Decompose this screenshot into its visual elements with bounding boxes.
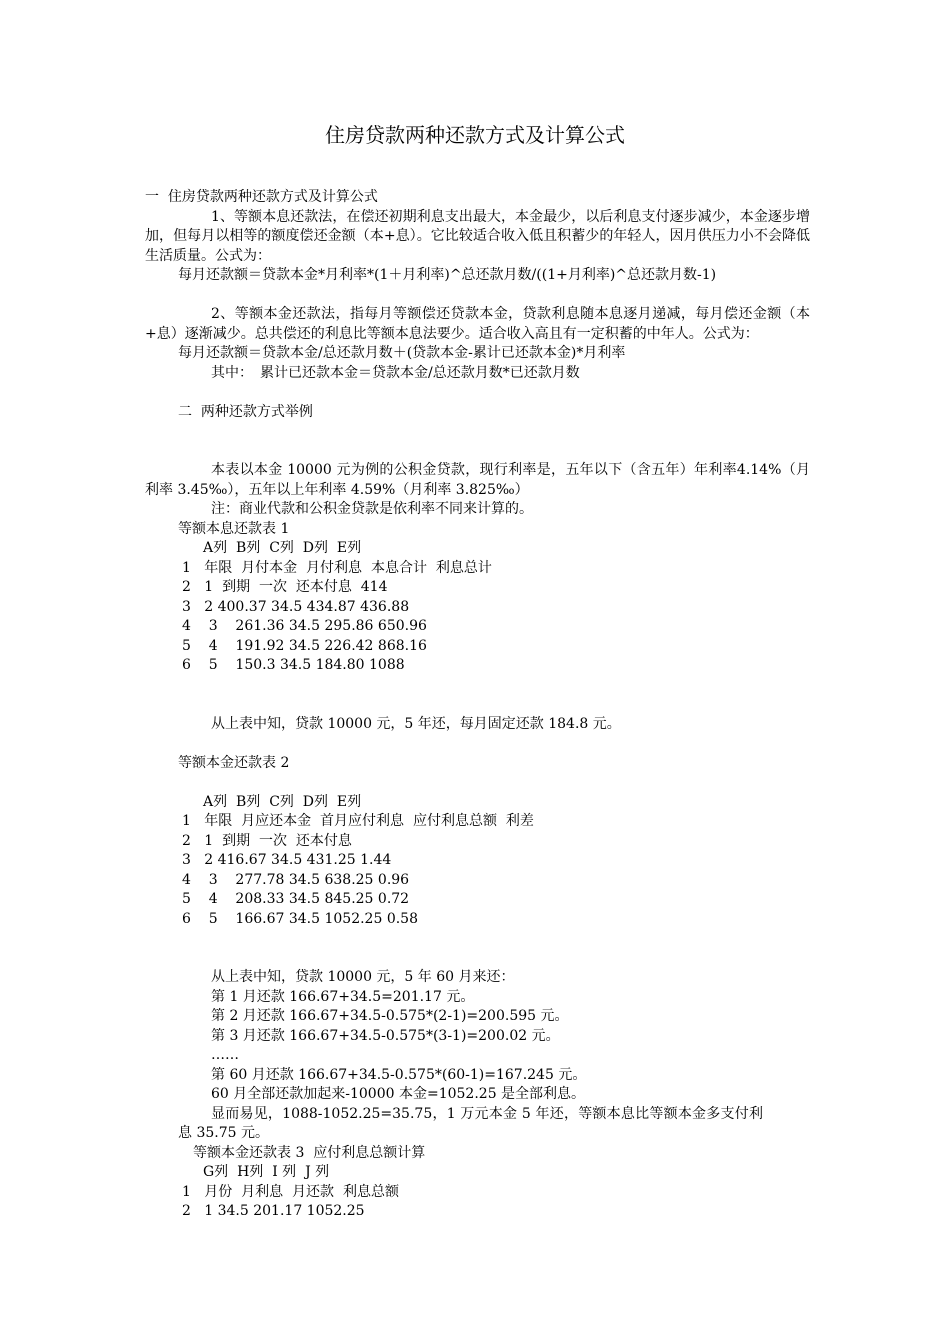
calc-line: 60 月全部还款加起来-10000 本金=1052.25 是全部利息。 xyxy=(211,1086,586,1102)
paragraph: 从上表中知，贷款 10000 元，5 年还，每月固定还款 184.8 元。 xyxy=(211,715,621,732)
table-row: 3 2 416.67 34.5 431.25 1.44 xyxy=(182,852,392,868)
paragraph: 1、等额本息还款法，在偿还初期利息支出最大，本金最少，以后利息支付逐步减少，本金逐步增加，但每月以相等的额度偿还金额（本+息）。它比较适合收入低且积蓄少的年轻人，因月供压力小不会降低生活质量。公式为： xyxy=(145,208,810,264)
table-row: 6 5 166.67 34.5 1052.25 0.58 xyxy=(182,910,418,927)
table-row: A列 B列 C列 D列 E列 xyxy=(203,793,362,810)
formula: 每月还款额＝贷款本金*月利率*(1＋月利率)^总还款月数/((1+月利率)^总还款月数-1) xyxy=(178,267,717,283)
paragraph: 显而易见，1088-1052.25=35.75，1 万元本金 5 年还，等额本息比等额本金多支付利息 35.75 元。 xyxy=(178,1105,763,1141)
table-row: 5 4 208.33 34.5 845.25 0.72 xyxy=(182,891,410,907)
calc-line: 第 1 月还款 166.67+34.5=201.17 元。 xyxy=(211,988,475,1005)
table-caption: 等额本金还款表 3 应付利息总额计算 xyxy=(193,1144,426,1161)
table-row: 2 1 到期 一次 还本付息 414 xyxy=(182,579,388,595)
table-row: 2 1 到期 一次 还本付息 xyxy=(182,832,352,849)
table-row: 6 5 150.3 34.5 184.80 1088 xyxy=(182,657,405,673)
table-row: 1 月份 月利息 月还款 利息总额 xyxy=(182,1183,399,1200)
table-row: 4 3 277.78 34.5 638.25 0.96 xyxy=(182,871,410,888)
table-row: 2 1 34.5 201.17 1052.25 xyxy=(182,1203,365,1219)
table-row: 1 年限 月应还本金 首月应付利息 应付利息总额 利差 xyxy=(182,813,534,829)
table-row: G列 H列 I 列 J 列 xyxy=(203,1164,330,1180)
table-caption: 等额本金还款表 2 xyxy=(178,754,290,771)
table-caption: 等额本息还款表 1 xyxy=(178,520,290,537)
calc-line: 第 60 月还款 166.67+34.5-0.575*(60-1)=167.245 元。 xyxy=(211,1066,587,1083)
section-heading: 二 两种还款方式举例 xyxy=(178,403,313,420)
formula-note: 其中： 累计已还款本金＝贷款本金/总还款月数*已还款月数 xyxy=(211,364,580,381)
section-heading: 一 住房贷款两种还款方式及计算公式 xyxy=(145,189,378,205)
paragraph: 2、等额本金还款法，指每月等额偿还贷款本金，贷款利息随本息逐月递减，每月偿还金额（本+息）逐渐减少。总共偿还的利息比等额本息法要少。适合收入高且有一定积蓄的中年人。公式为： xyxy=(145,306,810,342)
paragraph: 从上表中知，贷款 10000 元，5 年 60 月来还： xyxy=(211,969,515,985)
table-row: 1 年限 月付本金 月付利息 本息合计 利息总计 xyxy=(182,559,492,576)
paragraph: 本表以本金 10000 元为例的公积金贷款，现行利率是，五年以下（含五年）年利率4.14%（月利率 3.45‰），五年以上年利率 4.59%（月利率 3.825‰） xyxy=(145,462,810,498)
page-title: 住房贷款两种还款方式及计算公式 xyxy=(325,123,625,147)
table-row: 4 3 261.36 34.5 295.86 650.96 xyxy=(182,618,427,634)
document-body xyxy=(145,188,810,1222)
calc-line: 第 2 月还款 166.67+34.5-0.575*(2-1)=200.595 元。 xyxy=(211,1008,569,1024)
calc-line: …… xyxy=(211,1047,239,1063)
table-row: 5 4 191.92 34.5 226.42 868.16 xyxy=(182,637,427,654)
table-row: A列 B列 C列 D列 E列 xyxy=(203,540,362,556)
note: 注：商业代款和公积金贷款是依利率不同来计算的。 xyxy=(211,501,533,517)
calc-line: 第 3 月还款 166.67+34.5-0.575*(3-1)=200.02 元。 xyxy=(211,1027,560,1044)
formula: 每月还款额＝贷款本金/总还款月数＋(贷款本金-累计已还款本金)*月利率 xyxy=(178,345,626,361)
table-row: 3 2 400.37 34.5 434.87 436.88 xyxy=(182,598,410,615)
